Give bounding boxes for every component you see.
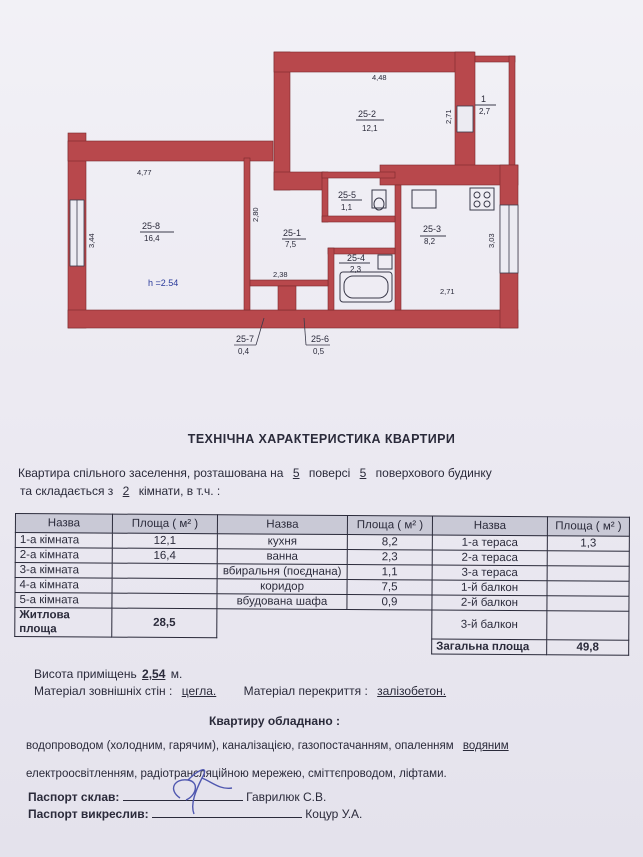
table-cell bbox=[547, 551, 629, 567]
dim-label: 3,44 bbox=[87, 233, 96, 248]
table-cell: вбудована шафа bbox=[217, 594, 347, 610]
living-area-value: 28,5 bbox=[112, 608, 217, 638]
empty-cell bbox=[217, 609, 347, 639]
room-code: 25-6 bbox=[311, 334, 330, 344]
table-cell: 1,1 bbox=[347, 565, 432, 581]
total-area-row bbox=[15, 637, 629, 656]
table-cell: кухня bbox=[217, 534, 347, 550]
intro-text: та складається з bbox=[20, 484, 114, 498]
heating-type: водяним bbox=[462, 740, 509, 752]
table-cell: 0,9 bbox=[347, 595, 432, 611]
empty-cell bbox=[347, 610, 432, 640]
floor-value: 5 bbox=[292, 466, 300, 480]
total-area-label: Загальна площа bbox=[432, 639, 547, 655]
table-cell: 1-й балкон bbox=[432, 580, 547, 596]
table-cell: 1-а кімната bbox=[15, 533, 112, 549]
room-code: 1 bbox=[481, 94, 487, 104]
table-cell: 4-а кімната bbox=[15, 578, 112, 594]
walls-label: Матеріал зовнішніх стін : bbox=[34, 684, 173, 698]
room-area: 2,3 bbox=[350, 265, 362, 274]
table-cell: вбиральня (поєднана) bbox=[217, 564, 347, 580]
equipped-text: водопроводом (холодним, гарячим), каналізацією, газопостачанням, опаленням bbox=[26, 740, 454, 752]
height-label: Висота приміщень bbox=[34, 667, 137, 681]
table-cell: 1,3 bbox=[547, 536, 629, 552]
room-code: 25-1 bbox=[283, 228, 302, 238]
empty-cell bbox=[547, 611, 629, 641]
table-cell bbox=[547, 566, 629, 582]
table-cell: 1-а тераса bbox=[432, 535, 547, 551]
dim-label: 2,38 bbox=[273, 270, 288, 279]
page-title: ТЕХНІЧНА ХАРАКТЕРИСТИКА КВАРТИРИ bbox=[187, 432, 456, 446]
total-area-value: 49,8 bbox=[547, 640, 629, 656]
dim-label: 3,03 bbox=[487, 233, 496, 248]
composed-name: Гаврилюк С.В. bbox=[246, 790, 327, 804]
composed-label: Паспорт склав: bbox=[28, 790, 120, 804]
living-area-row bbox=[15, 608, 629, 641]
column-header: Назва bbox=[15, 514, 112, 534]
intro-text: Квартира спільного заселення, розташована на bbox=[18, 466, 284, 480]
room-code: 25-2 bbox=[358, 109, 377, 119]
table-cell bbox=[112, 563, 217, 579]
table-cell bbox=[112, 578, 217, 594]
height-line bbox=[34, 667, 182, 681]
dim-label: 4,77 bbox=[137, 168, 152, 177]
room-code: 25-4 bbox=[347, 253, 366, 263]
ceiling-label: Матеріал перекриття : bbox=[243, 684, 368, 698]
drawn-label: Паспорт викреслив: bbox=[28, 807, 149, 821]
empty-cell bbox=[347, 639, 432, 655]
room-code: 25-5 bbox=[338, 190, 357, 200]
dim-label: 2,71 bbox=[444, 109, 453, 124]
equipped-line-2: електроосвітленням, радіотрансляційною мережею, сміттєпроводом, ліфтами. bbox=[26, 768, 447, 780]
intro-text: поверхового будинку bbox=[375, 466, 492, 480]
room-area: 2,7 bbox=[479, 107, 491, 116]
table-cell: 8,2 bbox=[347, 535, 432, 551]
empty-cell bbox=[15, 637, 112, 653]
column-header: Площа ( м² ) bbox=[112, 514, 217, 534]
room-area: 16,4 bbox=[144, 234, 160, 243]
table-cell: 2-а кімната bbox=[15, 548, 112, 564]
column-header: Площа ( м² ) bbox=[547, 517, 629, 537]
intro-line-2 bbox=[20, 484, 220, 498]
room-code: 25-8 bbox=[142, 221, 161, 231]
walls-value: цегла. bbox=[181, 684, 217, 698]
equipped-line-1 bbox=[26, 740, 515, 752]
table-cell: 7,5 bbox=[347, 580, 432, 596]
height-value: 2,54 bbox=[142, 667, 166, 681]
table-cell: 3-а тераса bbox=[432, 565, 547, 581]
intro-text: кімнати, в т.ч. : bbox=[138, 484, 221, 498]
dim-label: 4,48 bbox=[372, 73, 387, 82]
table-cell: 12,1 bbox=[112, 533, 217, 549]
height-unit: м. bbox=[170, 667, 183, 681]
floors-total-value: 5 bbox=[359, 466, 367, 480]
dim-label: 2,80 bbox=[251, 207, 260, 222]
handwritten-signature bbox=[150, 760, 250, 820]
spec-table bbox=[14, 513, 630, 656]
intro-text: поверсі bbox=[308, 466, 351, 480]
drawn-name: Коцур У.А. bbox=[305, 807, 363, 821]
empty-cell bbox=[217, 638, 347, 654]
fixtures bbox=[140, 105, 496, 302]
room-area: 0,5 bbox=[313, 347, 325, 356]
floor-plan bbox=[0, 0, 643, 380]
column-header: Назва bbox=[432, 516, 547, 536]
dim-label: 2,71 bbox=[440, 287, 455, 296]
table-cell: 16,4 bbox=[112, 548, 217, 564]
table-cell: 5-а кімната bbox=[15, 593, 112, 609]
column-header: Назва bbox=[217, 515, 347, 535]
room-code: 25-3 bbox=[423, 224, 442, 234]
rooms-count-value: 2 bbox=[122, 484, 130, 498]
table-cell bbox=[547, 581, 629, 597]
room-area: 8,2 bbox=[424, 237, 436, 246]
table-cell: 2,3 bbox=[347, 550, 432, 566]
table-cell bbox=[112, 593, 217, 609]
table-cell: 3-а кімната bbox=[15, 563, 112, 579]
table-cell: ванна bbox=[217, 549, 347, 565]
empty-cell bbox=[112, 637, 217, 653]
equipped-title: Квартиру обладнано : bbox=[209, 714, 341, 728]
room-area: 0,4 bbox=[238, 347, 250, 356]
table-cell: 3-й балкон bbox=[432, 610, 547, 640]
room-area: 12,1 bbox=[362, 124, 378, 133]
height-label: h =2.54 bbox=[148, 278, 179, 288]
living-area-label: Житлова площа bbox=[15, 608, 112, 638]
intro-line-1 bbox=[18, 466, 492, 480]
table-cell: коридор bbox=[217, 579, 347, 595]
materials-line bbox=[34, 684, 452, 698]
ceiling-value: залізобетон. bbox=[377, 684, 447, 698]
table-cell: 2-а тераса bbox=[432, 550, 547, 566]
table-cell bbox=[547, 596, 629, 612]
room-area: 1,1 bbox=[341, 203, 353, 212]
room-area: 7,5 bbox=[285, 240, 297, 249]
column-header: Площа ( м² ) bbox=[347, 516, 432, 536]
room-code: 25-7 bbox=[236, 334, 255, 344]
table-cell: 2-й балкон bbox=[432, 595, 547, 611]
